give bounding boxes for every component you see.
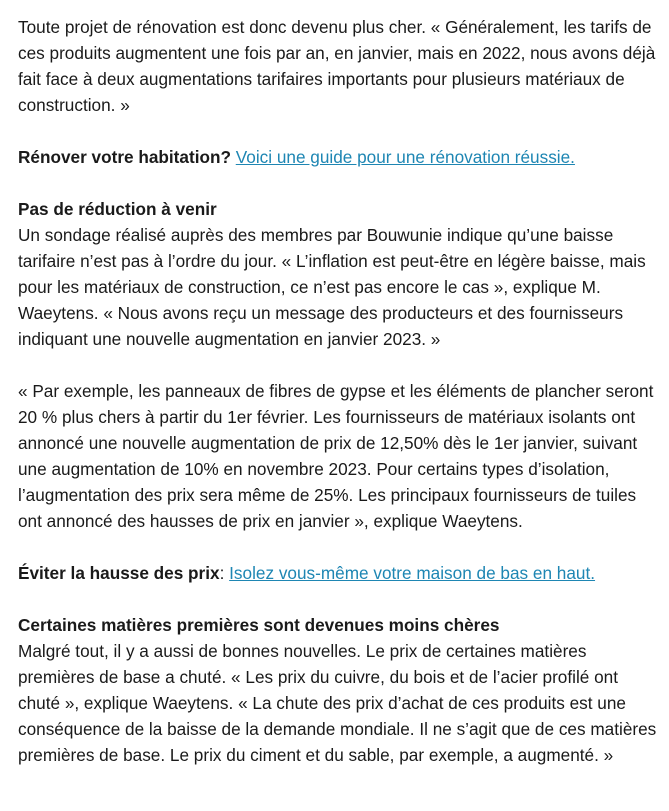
section-heading-no-reduction: Pas de réduction à venir bbox=[18, 199, 217, 219]
intro-paragraph: Toute projet de rénovation est donc devenu plus cher. « Généralement, les tarifs de ces produits augmentent une fois par an, en janvier, mais en 2022, nous avons déjà fait face à deux augmentations tarifaires importants pour plusieurs matériaux de construction. » bbox=[18, 17, 656, 115]
section1-paragraph-2: « Par exemple, les panneaux de fibres de gypse et les éléments de plancher seront 20 % plus chers à partir du 1er février. Les fournisseurs de matériaux isolants ont annoncé une nouvelle augmentation de prix de 12,50% dès le 1er janvier, suivant une augmentation de 10% en novembre 2023. Pour certains types d’isolation, l’augmentation des prix sera même de 25%. Les principaux fournisseurs de tuiles ont annoncé des hausses de prix en janvier », explique Waeytens. bbox=[18, 381, 654, 531]
renovation-callout-label: Rénover votre habitation? bbox=[18, 147, 231, 167]
price-callout-label: Éviter la hausse des prix bbox=[18, 563, 220, 583]
section1-paragraph-1: Un sondage réalisé auprès des membres par Bouwunie indique qu’une baisse tarifaire n’est pas à l’ordre du jour. « L’inflation est peut-être en légère baisse, mais pour les matériaux de construction, ce n’est pas encore le cas », explique M. Waeytens. « Nous avons reçu un message des producteurs et des fournisseurs indiquant une nouvelle augmentation en janvier 2023. » bbox=[18, 225, 646, 349]
price-callout-separator: : bbox=[219, 563, 230, 583]
section2-paragraph-1: Malgré tout, il y a aussi de bonnes nouvelles. Le prix de certaines matières premières de base a chuté. « Les prix du cuivre, du bois et de l’acier profilé ont chuté », explique Waeytens. « La chute des prix d’achat de ces produits est une conséquence de la baisse de la demande mondiale. Il ne s’agit que de ces matières premières de base. Le prix du ciment et du sable, par exemple, a augmenté. » bbox=[18, 641, 657, 765]
insulation-guide-link[interactable]: Isolez vous-même votre maison de bas en haut. bbox=[229, 563, 596, 583]
price-callout bbox=[18, 560, 658, 586]
renovation-callout bbox=[18, 144, 658, 170]
section-heading-cheaper-materials: Certaines matières premières sont devenues moins chères bbox=[18, 615, 500, 635]
article-body bbox=[18, 14, 658, 794]
renovation-guide-link[interactable]: Voici une guide pour une rénovation réussie. bbox=[235, 147, 575, 167]
